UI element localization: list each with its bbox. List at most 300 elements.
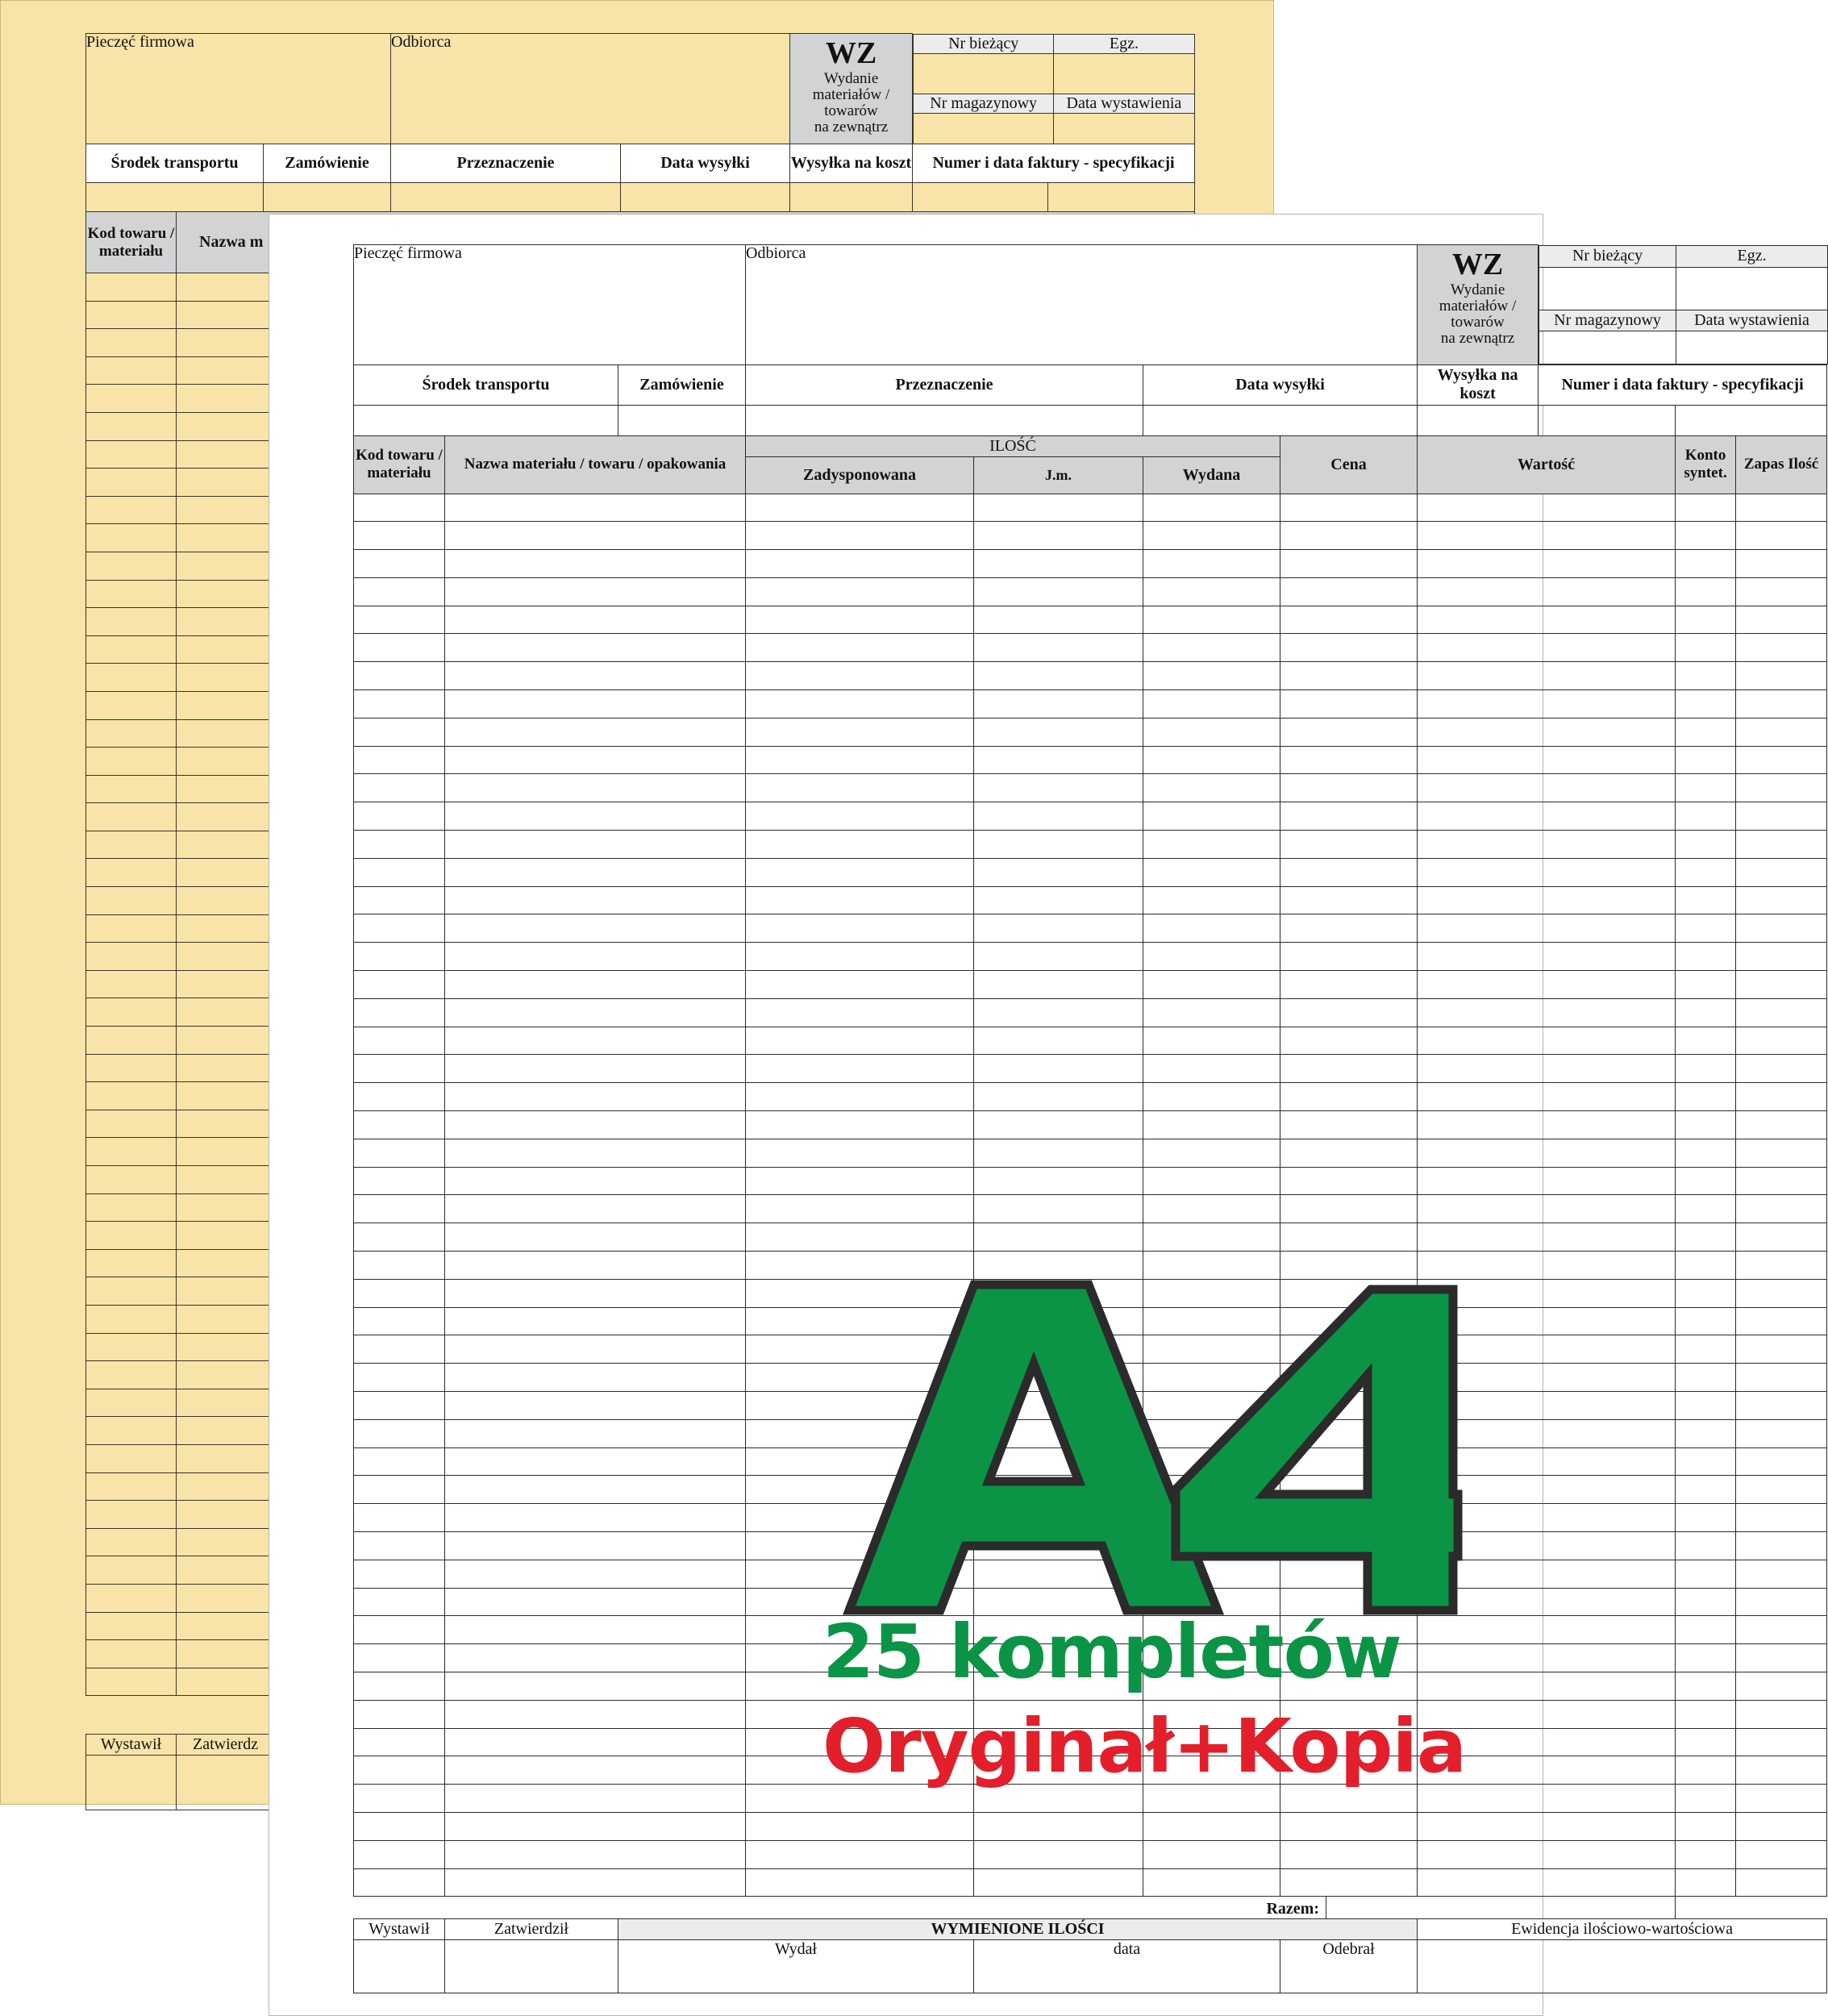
- item-cell[interactable]: [354, 746, 445, 774]
- item-cell[interactable]: [445, 718, 746, 746]
- item-cell[interactable]: [1736, 1616, 1827, 1644]
- item-cell[interactable]: [1736, 634, 1827, 662]
- item-cell[interactable]: [974, 606, 1143, 634]
- item-cell[interactable]: [354, 774, 445, 802]
- item-cell[interactable]: [746, 1055, 974, 1083]
- item-cell[interactable]: [1280, 1868, 1418, 1897]
- item-cell[interactable]: [1143, 802, 1280, 831]
- item-cell[interactable]: [445, 1111, 746, 1139]
- item-cell[interactable]: [1736, 577, 1827, 606]
- item-cell[interactable]: [354, 1392, 445, 1420]
- item-cell[interactable]: [974, 1195, 1143, 1223]
- item-cell[interactable]: [1143, 858, 1280, 886]
- item-cell[interactable]: [1280, 1055, 1418, 1083]
- ship-date-field[interactable]: [1143, 405, 1418, 435]
- item-cell[interactable]: [445, 522, 746, 550]
- item-cell[interactable]: [1736, 1419, 1827, 1447]
- item-cell[interactable]: [746, 1252, 974, 1280]
- item-cell[interactable]: [1418, 943, 1676, 971]
- item-cell[interactable]: [354, 1307, 445, 1335]
- item-cell[interactable]: [445, 802, 746, 831]
- item-cell[interactable]: [445, 634, 746, 662]
- item-cell[interactable]: [1143, 831, 1280, 859]
- item-cell[interactable]: [445, 914, 746, 943]
- item-cell[interactable]: [974, 914, 1143, 943]
- item-cell[interactable]: [1418, 1111, 1676, 1139]
- item-cell[interactable]: [1143, 886, 1280, 914]
- item-cell[interactable]: [746, 802, 974, 831]
- item-cell[interactable]: [1736, 1560, 1827, 1588]
- item-cell[interactable]: [974, 718, 1143, 746]
- item-cell[interactable]: [354, 1700, 445, 1728]
- item-cell[interactable]: [1676, 522, 1736, 550]
- item-cell[interactable]: [1143, 522, 1280, 550]
- item-cell[interactable]: [746, 1223, 974, 1252]
- item-cell[interactable]: [1280, 914, 1418, 943]
- item-cell[interactable]: [1736, 802, 1827, 831]
- item-cell[interactable]: [354, 1055, 445, 1083]
- item-cell[interactable]: [746, 1111, 974, 1139]
- item-cell[interactable]: [445, 1531, 746, 1560]
- item-cell[interactable]: [1676, 943, 1736, 971]
- item-cell[interactable]: [1736, 1785, 1827, 1813]
- item-cell[interactable]: [354, 550, 445, 578]
- item-cell[interactable]: [1280, 1139, 1418, 1167]
- item-cell[interactable]: [1736, 662, 1827, 690]
- item-cell[interactable]: [1676, 1279, 1736, 1307]
- records-field[interactable]: [1418, 1940, 1827, 1993]
- item-cell[interactable]: [354, 1531, 445, 1560]
- item-cell[interactable]: [1143, 634, 1280, 662]
- item-cell[interactable]: [746, 858, 974, 886]
- item-cell[interactable]: [1280, 774, 1418, 802]
- item-cell[interactable]: [1676, 1167, 1736, 1195]
- item-cell[interactable]: [1736, 718, 1827, 746]
- item-cell[interactable]: [974, 1868, 1143, 1897]
- item-cell[interactable]: [354, 577, 445, 606]
- item-cell[interactable]: [445, 1083, 746, 1111]
- item-cell[interactable]: [354, 1644, 445, 1672]
- item-cell[interactable]: [354, 1447, 445, 1476]
- item-cell[interactable]: [1676, 634, 1736, 662]
- item-cell[interactable]: [1736, 831, 1827, 859]
- item-cell[interactable]: [746, 662, 974, 690]
- item-cell[interactable]: [1736, 1588, 1827, 1616]
- item-cell[interactable]: [1736, 522, 1827, 550]
- item-cell[interactable]: [746, 1139, 974, 1167]
- item-cell[interactable]: [445, 1447, 746, 1476]
- item-cell[interactable]: [1736, 1027, 1827, 1055]
- item-cell[interactable]: [445, 1728, 746, 1756]
- item-cell[interactable]: [1143, 1027, 1280, 1055]
- item-cell[interactable]: [354, 1167, 445, 1195]
- issue-date-field[interactable]: [1676, 331, 1828, 364]
- item-cell[interactable]: [1143, 494, 1280, 522]
- item-cell[interactable]: [1736, 1447, 1827, 1476]
- item-cell[interactable]: [445, 577, 746, 606]
- item-cell[interactable]: [1676, 1840, 1736, 1868]
- item-cell[interactable]: [1418, 1812, 1676, 1840]
- item-cell[interactable]: [1280, 662, 1418, 690]
- item-cell[interactable]: [1676, 971, 1736, 999]
- item-cell[interactable]: [445, 1504, 746, 1532]
- item-cell[interactable]: [974, 1840, 1143, 1868]
- item-cell[interactable]: [974, 858, 1143, 886]
- item-cell[interactable]: [1143, 1055, 1280, 1083]
- item-cell[interactable]: [354, 522, 445, 550]
- invoice-field-2[interactable]: [1676, 405, 1827, 435]
- item-cell[interactable]: [1418, 971, 1676, 999]
- item-cell[interactable]: [1736, 1728, 1827, 1756]
- item-cell[interactable]: [1676, 1560, 1736, 1588]
- item-cell[interactable]: [1280, 494, 1418, 522]
- received-field[interactable]: [1280, 1940, 1418, 1993]
- item-cell[interactable]: [1736, 1195, 1827, 1223]
- item-cell[interactable]: [445, 1756, 746, 1785]
- item-cell[interactable]: [354, 1672, 445, 1700]
- item-cell[interactable]: [354, 494, 445, 522]
- item-cell[interactable]: [445, 1644, 746, 1672]
- item-cell[interactable]: [354, 1279, 445, 1307]
- item-cell[interactable]: [354, 1335, 445, 1364]
- item-cell[interactable]: [445, 606, 746, 634]
- item-cell[interactable]: [1736, 1644, 1827, 1672]
- item-cell[interactable]: [746, 690, 974, 719]
- item-cell[interactable]: [1143, 971, 1280, 999]
- item-cell[interactable]: [1736, 1279, 1827, 1307]
- item-cell[interactable]: [1736, 1504, 1827, 1532]
- item-cell[interactable]: [1143, 1840, 1280, 1868]
- item-cell[interactable]: [1676, 1476, 1736, 1504]
- ship-cost-field[interactable]: [1418, 405, 1539, 435]
- item-cell[interactable]: [1676, 1364, 1736, 1392]
- item-cell[interactable]: [1143, 1111, 1280, 1139]
- item-cell[interactable]: [1143, 774, 1280, 802]
- item-cell[interactable]: [1418, 998, 1676, 1027]
- item-cell[interactable]: [1676, 1419, 1736, 1447]
- item-cell[interactable]: [445, 494, 746, 522]
- item-cell[interactable]: [1676, 998, 1736, 1027]
- item-cell[interactable]: [354, 886, 445, 914]
- item-cell[interactable]: [1418, 1223, 1676, 1252]
- item-cell[interactable]: [1676, 577, 1736, 606]
- item-cell[interactable]: [1280, 858, 1418, 886]
- item-cell[interactable]: [445, 1868, 746, 1897]
- item-cell[interactable]: [974, 1055, 1143, 1083]
- item-cell[interactable]: [1143, 577, 1280, 606]
- item-cell[interactable]: [974, 971, 1143, 999]
- item-cell[interactable]: [445, 1195, 746, 1223]
- item-cell[interactable]: [354, 634, 445, 662]
- item-cell[interactable]: [1736, 1812, 1827, 1840]
- released-field[interactable]: [618, 1940, 974, 1993]
- item-cell[interactable]: [1736, 858, 1827, 886]
- item-cell[interactable]: [1418, 774, 1676, 802]
- approved-field[interactable]: [445, 1940, 618, 1993]
- item-cell[interactable]: [445, 1139, 746, 1167]
- item-cell[interactable]: [1280, 886, 1418, 914]
- item-cell[interactable]: [1676, 886, 1736, 914]
- item-cell[interactable]: [974, 522, 1143, 550]
- item-cell[interactable]: [445, 1588, 746, 1616]
- item-cell[interactable]: [445, 1223, 746, 1252]
- item-cell[interactable]: [445, 746, 746, 774]
- item-cell[interactable]: [1418, 1252, 1676, 1280]
- item-cell[interactable]: [354, 1139, 445, 1167]
- item-cell[interactable]: [445, 1307, 746, 1335]
- item-cell[interactable]: [1676, 1447, 1736, 1476]
- item-cell[interactable]: [1676, 662, 1736, 690]
- total-value-field[interactable]: [1326, 1897, 1676, 1919]
- item-cell[interactable]: [445, 1055, 746, 1083]
- item-cell[interactable]: [974, 886, 1143, 914]
- item-cell[interactable]: [1143, 1167, 1280, 1195]
- item-cell[interactable]: [1676, 494, 1736, 522]
- item-cell[interactable]: [354, 1868, 445, 1897]
- item-cell[interactable]: [974, 998, 1143, 1027]
- item-cell[interactable]: [974, 1223, 1143, 1252]
- item-cell[interactable]: [1143, 998, 1280, 1027]
- item-cell[interactable]: [354, 1223, 445, 1252]
- item-cell[interactable]: [746, 550, 974, 578]
- item-cell[interactable]: [746, 831, 974, 859]
- item-cell[interactable]: [1736, 1476, 1827, 1504]
- item-cell[interactable]: [1143, 1195, 1280, 1223]
- item-cell[interactable]: [746, 634, 974, 662]
- item-cell[interactable]: [1676, 802, 1736, 831]
- item-cell[interactable]: [1280, 1167, 1418, 1195]
- item-cell[interactable]: [1143, 718, 1280, 746]
- item-cell[interactable]: [1736, 1167, 1827, 1195]
- item-cell[interactable]: [445, 1335, 746, 1364]
- item-cell[interactable]: [1418, 1027, 1676, 1055]
- item-cell[interactable]: [1418, 634, 1676, 662]
- item-cell[interactable]: [1143, 914, 1280, 943]
- item-cell[interactable]: [1736, 1083, 1827, 1111]
- item-cell[interactable]: [445, 1840, 746, 1868]
- item-cell[interactable]: [354, 1027, 445, 1055]
- item-cell[interactable]: [1418, 550, 1676, 578]
- item-cell[interactable]: [746, 1812, 974, 1840]
- item-cell[interactable]: [974, 1083, 1143, 1111]
- item-cell[interactable]: [354, 1504, 445, 1532]
- item-cell[interactable]: [445, 1364, 746, 1392]
- item-cell[interactable]: [1280, 718, 1418, 746]
- item-cell[interactable]: [1736, 1700, 1827, 1728]
- item-cell[interactable]: [746, 1195, 974, 1223]
- item-cell[interactable]: [1676, 1868, 1736, 1897]
- item-cell[interactable]: [1676, 1335, 1736, 1364]
- issued-by-field[interactable]: [354, 1940, 445, 1993]
- item-cell[interactable]: [746, 971, 974, 999]
- item-cell[interactable]: [746, 718, 974, 746]
- item-cell[interactable]: [1418, 802, 1676, 831]
- item-cell[interactable]: [1736, 606, 1827, 634]
- item-cell[interactable]: [354, 1476, 445, 1504]
- item-cell[interactable]: [1736, 1392, 1827, 1420]
- item-cell[interactable]: [1736, 1223, 1827, 1252]
- item-cell[interactable]: [1418, 1868, 1676, 1897]
- item-cell[interactable]: [1143, 606, 1280, 634]
- item-cell[interactable]: [974, 831, 1143, 859]
- item-cell[interactable]: [445, 690, 746, 719]
- item-cell[interactable]: [1280, 971, 1418, 999]
- item-cell[interactable]: [1418, 577, 1676, 606]
- item-cell[interactable]: [445, 1785, 746, 1813]
- item-cell[interactable]: [354, 1588, 445, 1616]
- item-cell[interactable]: [354, 1812, 445, 1840]
- item-cell[interactable]: [445, 1167, 746, 1195]
- copy-no-field[interactable]: [1676, 268, 1828, 310]
- item-cell[interactable]: [1280, 550, 1418, 578]
- item-cell[interactable]: [1676, 774, 1736, 802]
- item-cell[interactable]: [1736, 690, 1827, 719]
- item-cell[interactable]: [1418, 1139, 1676, 1167]
- item-cell[interactable]: [1280, 690, 1418, 719]
- item-cell[interactable]: [354, 1252, 445, 1280]
- item-cell[interactable]: [1736, 1139, 1827, 1167]
- item-cell[interactable]: [445, 858, 746, 886]
- item-cell[interactable]: [445, 550, 746, 578]
- item-cell[interactable]: [1418, 662, 1676, 690]
- item-cell[interactable]: [1418, 1840, 1676, 1868]
- item-cell[interactable]: [1418, 606, 1676, 634]
- item-cell[interactable]: [354, 690, 445, 719]
- item-cell[interactable]: [974, 1167, 1143, 1195]
- item-cell[interactable]: [354, 1616, 445, 1644]
- item-cell[interactable]: [1418, 831, 1676, 859]
- item-cell[interactable]: [354, 1560, 445, 1588]
- item-cell[interactable]: [445, 1392, 746, 1420]
- current-no-field[interactable]: [1539, 268, 1676, 310]
- item-cell[interactable]: [1736, 943, 1827, 971]
- item-cell[interactable]: [1676, 606, 1736, 634]
- item-cell[interactable]: [1418, 746, 1676, 774]
- item-cell[interactable]: [445, 1252, 746, 1280]
- item-cell[interactable]: [1736, 746, 1827, 774]
- item-cell[interactable]: [746, 1868, 974, 1897]
- item-cell[interactable]: [1736, 971, 1827, 999]
- item-cell[interactable]: [1280, 1223, 1418, 1252]
- item-cell[interactable]: [1676, 1111, 1736, 1139]
- item-cell[interactable]: [1736, 886, 1827, 914]
- order-field[interactable]: [618, 405, 746, 435]
- item-cell[interactable]: [354, 943, 445, 971]
- item-cell[interactable]: [746, 746, 974, 774]
- item-cell[interactable]: [1676, 1195, 1736, 1223]
- item-cell[interactable]: [974, 1252, 1143, 1280]
- item-cell[interactable]: [1736, 1756, 1827, 1785]
- item-cell[interactable]: [974, 1139, 1143, 1167]
- item-cell[interactable]: [1143, 1252, 1280, 1280]
- item-cell[interactable]: [1418, 690, 1676, 719]
- invoice-field-1[interactable]: [1539, 405, 1676, 435]
- item-cell[interactable]: [1676, 1027, 1736, 1055]
- item-cell[interactable]: [1418, 1055, 1676, 1083]
- item-cell[interactable]: [1676, 1616, 1736, 1644]
- item-cell[interactable]: [1280, 1027, 1418, 1055]
- item-cell[interactable]: [1676, 690, 1736, 719]
- item-cell[interactable]: [1280, 634, 1418, 662]
- item-cell[interactable]: [974, 943, 1143, 971]
- item-cell[interactable]: [1418, 1167, 1676, 1195]
- item-cell[interactable]: [445, 1279, 746, 1307]
- item-cell[interactable]: [1280, 1840, 1418, 1868]
- item-cell[interactable]: [1418, 522, 1676, 550]
- item-cell[interactable]: [746, 606, 974, 634]
- item-cell[interactable]: [1143, 1139, 1280, 1167]
- item-cell[interactable]: [746, 1083, 974, 1111]
- item-cell[interactable]: [746, 943, 974, 971]
- item-cell[interactable]: [1676, 914, 1736, 943]
- item-cell[interactable]: [1280, 1195, 1418, 1223]
- item-cell[interactable]: [1143, 690, 1280, 719]
- item-cell[interactable]: [354, 802, 445, 831]
- item-cell[interactable]: [445, 1476, 746, 1504]
- item-cell[interactable]: [1676, 1392, 1736, 1420]
- item-cell[interactable]: [1143, 1812, 1280, 1840]
- item-cell[interactable]: [1280, 1252, 1418, 1280]
- item-cell[interactable]: [1418, 1195, 1676, 1223]
- item-cell[interactable]: [1280, 943, 1418, 971]
- item-cell[interactable]: [1736, 1840, 1827, 1868]
- item-cell[interactable]: [1280, 1083, 1418, 1111]
- item-cell[interactable]: [354, 1195, 445, 1223]
- item-cell[interactable]: [1280, 802, 1418, 831]
- item-cell[interactable]: [1280, 1111, 1418, 1139]
- item-cell[interactable]: [445, 1560, 746, 1588]
- item-cell[interactable]: [445, 1027, 746, 1055]
- item-cell[interactable]: [354, 662, 445, 690]
- item-cell[interactable]: [1676, 1756, 1736, 1785]
- item-cell[interactable]: [746, 886, 974, 914]
- item-cell[interactable]: [1143, 662, 1280, 690]
- item-cell[interactable]: [1676, 1531, 1736, 1560]
- item-cell[interactable]: [1280, 522, 1418, 550]
- item-cell[interactable]: [1676, 1083, 1736, 1111]
- item-cell[interactable]: [1736, 1252, 1827, 1280]
- transport-field[interactable]: [354, 405, 618, 435]
- item-cell[interactable]: [1736, 1531, 1827, 1560]
- item-cell[interactable]: [1676, 1139, 1736, 1167]
- item-cell[interactable]: [1736, 494, 1827, 522]
- item-cell[interactable]: [974, 634, 1143, 662]
- item-cell[interactable]: [1736, 1111, 1827, 1139]
- item-cell[interactable]: [1736, 550, 1827, 578]
- item-cell[interactable]: [1280, 1812, 1418, 1840]
- item-cell[interactable]: [746, 914, 974, 943]
- item-cell[interactable]: [445, 831, 746, 859]
- item-cell[interactable]: [1280, 998, 1418, 1027]
- item-cell[interactable]: [1418, 718, 1676, 746]
- item-cell[interactable]: [1676, 746, 1736, 774]
- item-cell[interactable]: [354, 831, 445, 859]
- item-cell[interactable]: [1143, 1083, 1280, 1111]
- item-cell[interactable]: [974, 690, 1143, 719]
- item-cell[interactable]: [354, 914, 445, 943]
- item-cell[interactable]: [746, 494, 974, 522]
- item-cell[interactable]: [1143, 1223, 1280, 1252]
- item-cell[interactable]: [445, 943, 746, 971]
- item-cell[interactable]: [354, 1419, 445, 1447]
- item-cell[interactable]: [445, 1419, 746, 1447]
- item-cell[interactable]: [1676, 1588, 1736, 1616]
- item-cell[interactable]: [354, 718, 445, 746]
- item-cell[interactable]: [974, 746, 1143, 774]
- item-cell[interactable]: [1676, 1223, 1736, 1252]
- item-cell[interactable]: [445, 998, 746, 1027]
- item-cell[interactable]: [354, 1840, 445, 1868]
